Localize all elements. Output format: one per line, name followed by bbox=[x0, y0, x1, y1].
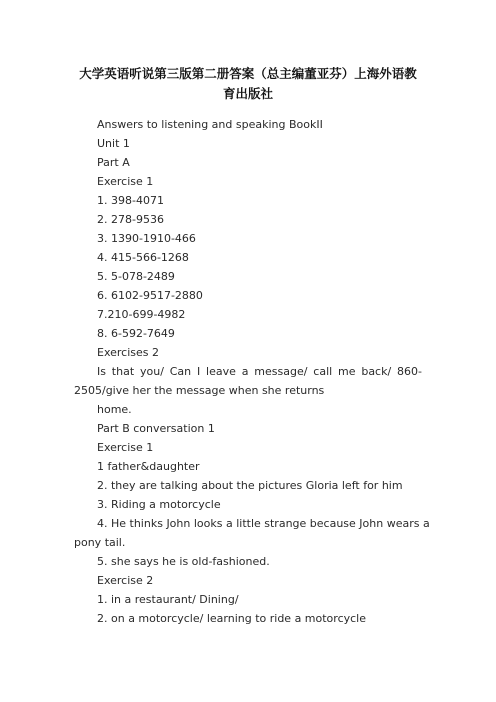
list-item: 1 father&daughter bbox=[97, 460, 200, 473]
part-a-heading: Part A bbox=[97, 156, 130, 169]
exercise-1-heading: Exercise 1 bbox=[97, 175, 154, 188]
list-item: 1. in a restaurant/ Dining/ bbox=[97, 593, 239, 606]
answer-4-line-2: pony tail. bbox=[74, 536, 126, 549]
list-item: 4. 415-566-1268 bbox=[97, 251, 189, 264]
part-b-heading: Part B conversation 1 bbox=[97, 422, 215, 435]
list-item: 7.210-699-4982 bbox=[97, 308, 186, 321]
answers-heading: Answers to listening and speaking BookII bbox=[97, 118, 323, 131]
list-item: 1. 398-4071 bbox=[97, 194, 164, 207]
list-item: 8. 6-592-7649 bbox=[97, 327, 175, 340]
list-item: 5. she says he is old-fashioned. bbox=[97, 555, 270, 568]
list-item: 3. Riding a motorcycle bbox=[97, 498, 221, 511]
list-item: 2. on a motorcycle/ learning to ride a motorcycle bbox=[97, 612, 367, 625]
exercises-2-heading: Exercises 2 bbox=[97, 346, 159, 359]
answer-4-line-1: 4. He thinks John looks a little strange because John wears a bbox=[97, 517, 430, 530]
unit-heading: Unit 1 bbox=[97, 137, 130, 150]
list-item: 6. 6102-9517-2880 bbox=[97, 289, 203, 302]
list-item: 2. they are talking about the pictures Gloria left for him bbox=[97, 479, 403, 492]
exercise-2-answer-line-1: Is that you/ Can I leave a message/ call me back/ 860- bbox=[97, 365, 422, 378]
list-item: 2. 278-9536 bbox=[97, 213, 164, 226]
list-item: 5. 5-078-2489 bbox=[97, 270, 175, 283]
exercise-1-heading: Exercise 1 bbox=[97, 441, 154, 454]
exercise-2-answer-line-2: 2505/give her the message when she returns bbox=[74, 384, 325, 397]
exercise-2-heading: Exercise 2 bbox=[97, 574, 154, 587]
exercise-2-answer-line-3: home. bbox=[97, 403, 132, 416]
document-title-line-2: 育出版社 bbox=[222, 86, 273, 101]
list-item: 3. 1390-1910-466 bbox=[97, 232, 196, 245]
document-title-line-1: 大学英语听说第三版第二册答案（总主编董亚芬）上海外语教 bbox=[79, 66, 417, 81]
